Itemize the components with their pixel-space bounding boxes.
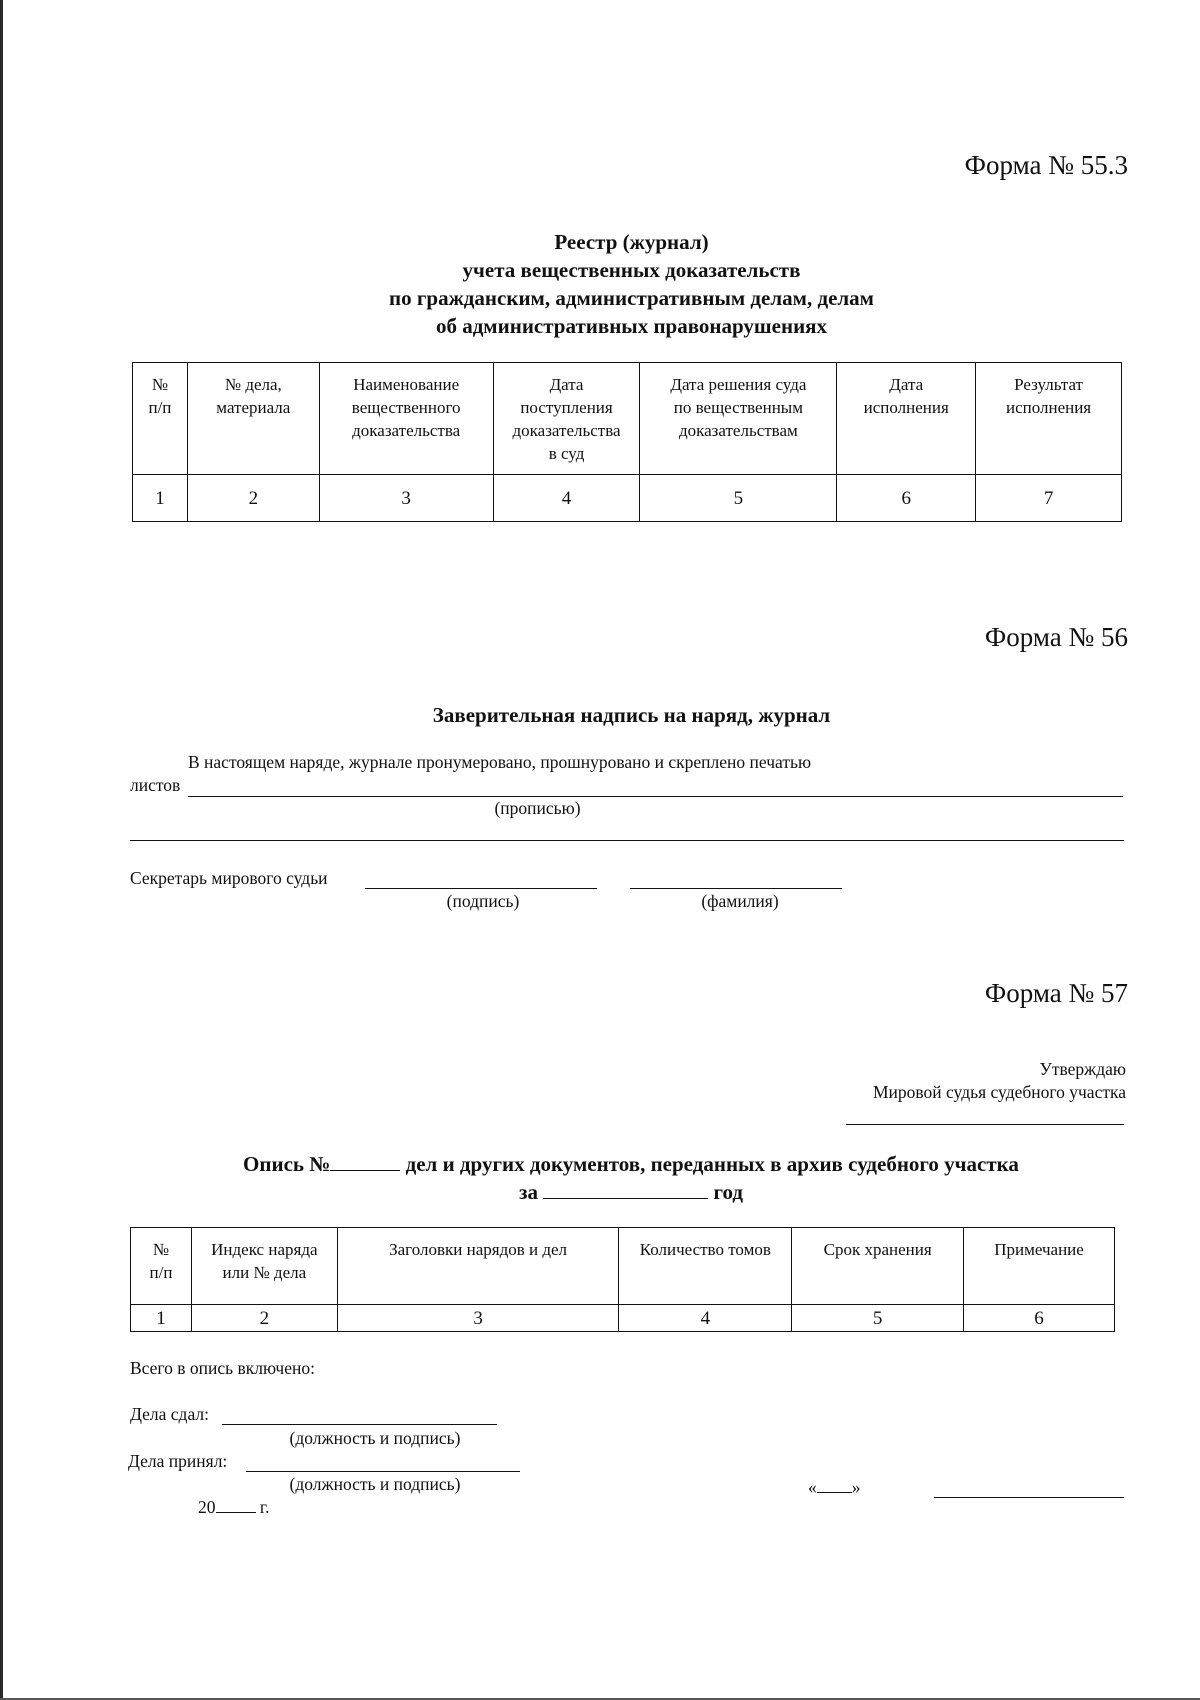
- number-cell: 4: [493, 475, 640, 522]
- inventory-year-blank: [543, 1198, 708, 1199]
- header-cell: Количество томов: [619, 1228, 792, 1305]
- inventory-title-part: дел и других документов, переданных в архив судебного участка: [405, 1152, 1019, 1176]
- header-cell: Дата решения суда по вещественным доказательствам: [640, 363, 837, 475]
- in-words-caption: (прописью): [494, 798, 581, 818]
- title-line: Реестр (журнал): [554, 230, 709, 254]
- received-signature-line: [246, 1471, 520, 1472]
- header-cell: Заголовки нарядов и дел: [337, 1228, 619, 1305]
- day-blank: [817, 1492, 852, 1493]
- title-line: учета вещественных доказательств: [462, 258, 801, 282]
- title-line: по гражданским, административным делам, делам: [389, 286, 874, 310]
- title-line: об административных правонарушениях: [435, 314, 828, 338]
- header-cell: № дела, материала: [187, 363, 319, 475]
- year-suffix: г.: [259, 1497, 270, 1517]
- form-56-number: Форма № 56: [984, 622, 1128, 652]
- sheets-label: листов: [130, 775, 181, 795]
- number-cell: 1: [131, 1305, 192, 1332]
- secretary-signature-line: [365, 888, 597, 889]
- secretary-label: Секретарь мирового судьи: [130, 868, 328, 888]
- number-cell: 2: [191, 1305, 337, 1332]
- date-month-line: [934, 1497, 1124, 1498]
- judge-signature-line: [846, 1124, 1124, 1125]
- signature-caption: (подпись): [446, 891, 520, 911]
- handed-label: Дела сдал:: [130, 1404, 209, 1424]
- table-header-row: [131, 1228, 1115, 1305]
- number-cell: 4: [619, 1305, 792, 1332]
- form-55-3-number: Форма № 55.3: [964, 150, 1128, 180]
- table-number-row: [133, 475, 1122, 522]
- evidence-register-table: [132, 362, 1122, 522]
- number-cell: 2: [187, 475, 319, 522]
- certification-paragraph: В настоящем наряде, журнале пронумеровано, прошнуровано и скреплено печатью: [188, 752, 812, 772]
- header-cell: Результат исполнения: [976, 363, 1122, 475]
- inventory-title-part: Опись №: [243, 1152, 331, 1176]
- handed-caption: (должность и подпись): [289, 1428, 461, 1448]
- inventory-year-prefix: за: [519, 1180, 538, 1204]
- header-cell: Дата поступления доказательства в суд: [493, 363, 640, 475]
- secretary-surname-line: [630, 888, 842, 889]
- surname-caption: (фамилия): [701, 891, 779, 911]
- table-number-row: [131, 1305, 1115, 1332]
- header-cell: Индекс наряда или № дела: [191, 1228, 337, 1305]
- form-56-title: Заверительная надпись на наряд, журнал: [432, 703, 831, 727]
- number-cell: 6: [837, 475, 976, 522]
- number-cell: 3: [337, 1305, 619, 1332]
- year-prefix: 20: [198, 1497, 216, 1517]
- received-caption: (должность и подпись): [289, 1474, 461, 1494]
- archive-inventory-table: [130, 1227, 1115, 1332]
- header-cell: Срок хранения: [792, 1228, 964, 1305]
- form-55-3-title: [0, 228, 1200, 340]
- year-line: [198, 1497, 269, 1518]
- approve-label: Утверждаю: [1039, 1059, 1126, 1079]
- header-cell: Дата исполнения: [837, 363, 976, 475]
- inventory-number-blank: [330, 1170, 400, 1171]
- form-57-title: [0, 1150, 1200, 1206]
- number-cell: 5: [640, 475, 837, 522]
- sheets-continuation-line: [130, 840, 1124, 841]
- header-cell: № п/п: [133, 363, 188, 475]
- header-cell: № п/п: [131, 1228, 192, 1305]
- inventory-year-suffix: год: [713, 1180, 743, 1204]
- handed-signature-line: [222, 1424, 497, 1425]
- number-cell: 1: [133, 475, 188, 522]
- form-57-number: Форма № 57: [984, 978, 1128, 1008]
- table-header-row: [133, 363, 1122, 475]
- number-cell: 7: [976, 475, 1122, 522]
- sheets-count-line: [188, 796, 1123, 797]
- received-label: Дела принял:: [128, 1451, 228, 1471]
- open-quote: «: [808, 1477, 817, 1497]
- judge-label: Мировой судья судебного участка: [872, 1082, 1126, 1102]
- close-quote: »: [851, 1477, 861, 1497]
- year-blank: [216, 1512, 256, 1513]
- date-line: [808, 1477, 861, 1498]
- header-cell: Примечание: [964, 1228, 1115, 1305]
- number-cell: 5: [792, 1305, 964, 1332]
- number-cell: 6: [964, 1305, 1115, 1332]
- number-cell: 3: [319, 475, 493, 522]
- header-cell: Наименование вещественного доказательства: [319, 363, 493, 475]
- total-label: Всего в опись включено:: [130, 1358, 315, 1378]
